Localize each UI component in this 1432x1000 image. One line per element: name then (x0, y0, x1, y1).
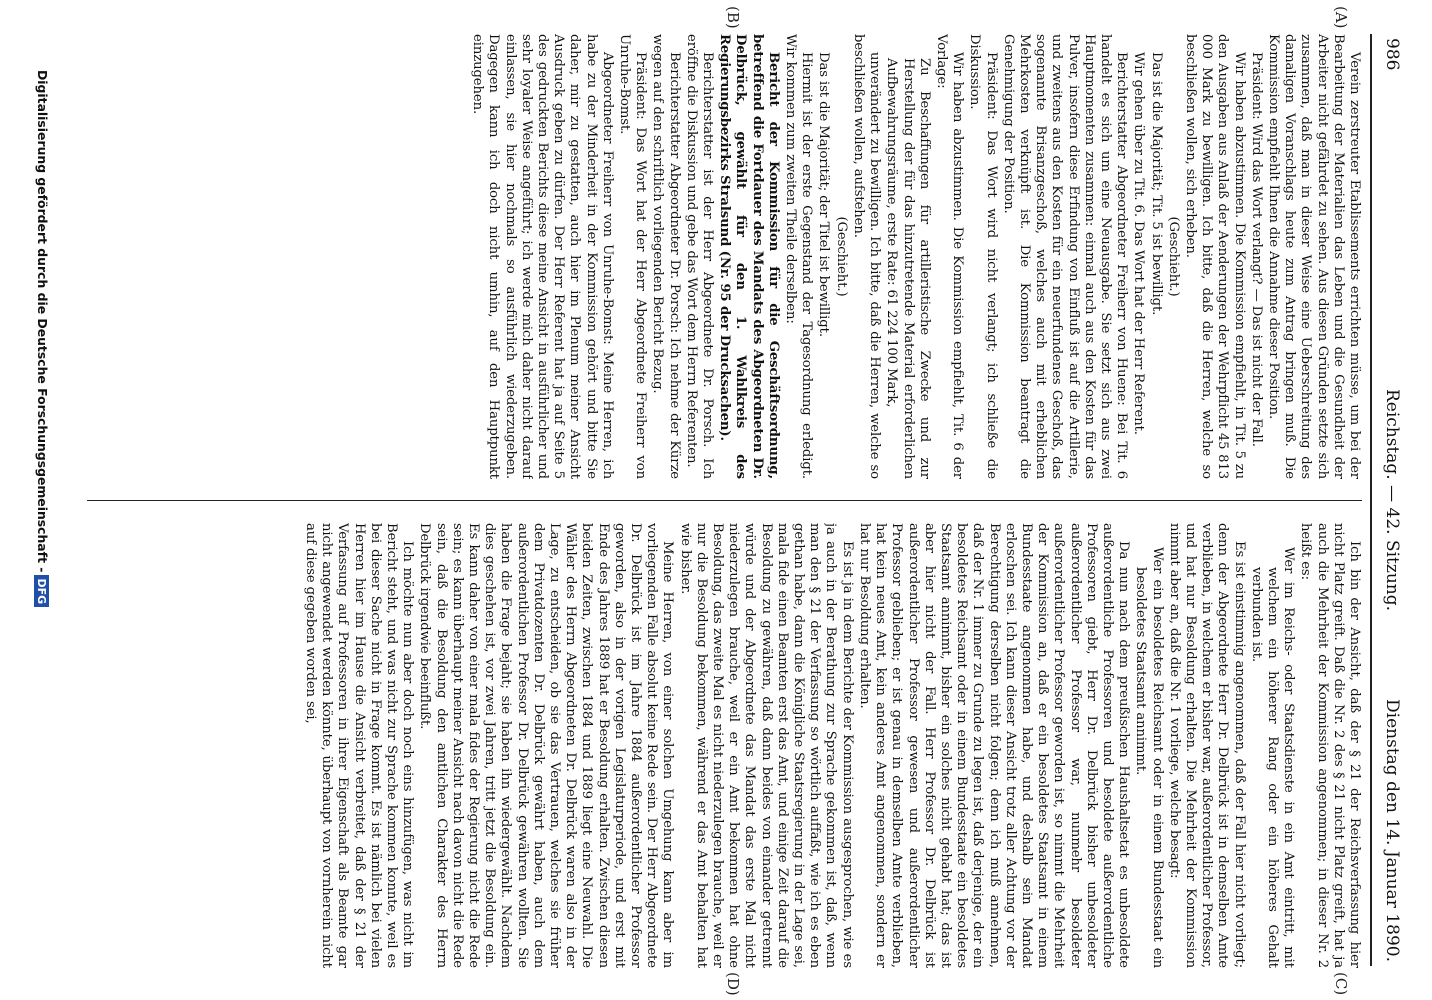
margin-marker-c: (C) (1332, 972, 1350, 996)
paragraph: Wir haben abzustimmen. Die Kommission empfiehlt, Tit. 6 der Vorlage: (933, 34, 966, 479)
session-title: Reichstag. — 42. Sitzung. (1382, 388, 1402, 612)
paragraph: Präsident: Das Wort hat der Herr Abgeordnete Freiherr von Unruhe-Bomst. (617, 34, 649, 479)
paragraph: Das ist die Majorität; Tit. 5 ist bewilligt. (1148, 52, 1164, 316)
agenda-item-title: Bericht der Kommission für die Geschäftsordnung, betreffend die Fortdauer des Mandats des Abgeordneten Dr. Delbrück, gewählt für den 1. Wahlkreis des Regierungsbezirks Stralsund (Nr. 95 der Drucksachen). (717, 34, 781, 479)
stage-direction: (Geschieht.) (1165, 216, 1181, 297)
right-column (82, 523, 1362, 968)
digitization-credit (14, 70, 50, 990)
paragraph: Das ist die Majorität; der Titel ist bewilligt. (816, 52, 832, 337)
paragraph: Verein zerstreuter Etablissements errichten müsse, um bei der Bearbeitung der Materialien das Leben und die Gesundheit der Arbeiter nicht gefährdet zu sehen. Aus diesen Gründen setzte sich zusammen, daß man in dieser Weise eine Ueberschreitung des damaligen Voranschlags heute zum Antrag bringen muß. Die Kommission empfiehlt Ihnen die Annahme dieser Position. (1265, 34, 1362, 479)
paragraph: Berichterstatter ist der Herr Abgeordnete Dr. Porsch. Ich eröffne die Diskussion und gebe das Wort dem Herrn Referenten. (683, 34, 716, 479)
paragraph: Wir gehen über zu Tit. 6. Das Wort hat der Herr Referent. (1131, 52, 1147, 435)
paragraph: Präsident: Das Wort wird nicht verlangt; ich schließe die Diskussion. (967, 34, 999, 479)
paragraph: Berichterstatter Abgeordneter Dr. Porsch: Ich nehme der Kürze wegen auf den schriftlich vorliegenden Bericht Bezug. (650, 34, 682, 479)
quoted-item: Wer ein besoldetes Reichsamt oder in einem Bundesstaat ein besoldetes Staatsamt annimmt. (1133, 547, 1165, 968)
session-date: Dienstag den 14. Januar 1890. (1382, 699, 1402, 962)
paragraph: Berichterstatter Abgeordneter Freiherr von Huene: Bei Tit. 6 handelt es sich um eine Neuausgabe. Sie setzt sich aus zwei Hauptmomenten zusammen: einmal auch aus den Kosten für das Pulver, insofern diese Erfindung von Einfluß ist auf die Artillerie, und zweitens aus den Kosten für ein neuerfundenes Geschoß, das sogenannte Brisanzgeschoß, welches auch mit erheblichen Mehrkosten verknüpft ist. Die Kommission beantragt die Genehmigung der Position. (1000, 34, 1130, 479)
credit-text: Digitalisierung gefördert durch die Deutsche Forschungsgemeinschaft - (35, 70, 50, 573)
left-column (82, 34, 1362, 479)
page-header (1370, 34, 1424, 966)
stage-direction: (Geschieht.) (833, 216, 849, 297)
paragraph: Es ist einstimmig angenommen, daß der Fall hier nicht vorliegt; denn der Abgeordnete Herr Dr. Delbrück ist in demselben Amte verblieben, in welchem er bisher war, außerordentlicher Professor, und hat nur Besoldung erhalten. Die Mehrheit der Kommission nimmt aber an, daß die Nr. 1 vorliege, welche besagt: (1166, 523, 1247, 968)
paragraph: Hiermit ist der erste Gegenstand der Tagesordnung erledigt. Wir kommen zum zweiten Theile derselben: (783, 34, 815, 479)
paragraph: Da nun nach dem preußischen Haushaltsetat es unbesoldete außerordentliche Professoren und besoldete außerordentliche Professoren giebt, Herr Dr. Delbrück bisher unbesoldeter außerordentlicher Professor war, nunmehr besoldeter außerordentlicher Professor geworden ist, so nimmt die Mehrheit der Kommission an, daß er ein besoldetes Staatsamt in einem Bundesstaate angenommen habe, und deshalb sein Mandat erloschen sei. Ich kann dieser Ansicht trotz aller Achtung vor der Berechtigung derselben nicht folgen; denn ich muß annehmen, daß der Nr. 1 immer zu Grunde zu legen ist, daß derjenige, der ein besoldetes Reichsamt oder in einem Bundesstaate ein besoldetes Staatsamt annimmt, bisher ein solches nicht gehabt hat; das ist aber hier nicht der Fall. Herr Professor Dr. Delbrück ist außerordentlicher Professor gewesen und außerordentlicher Professor geblieben; er ist genau in demselben Amte verblieben, hat kein neues Amt, kein anderes Amt angenommen, sondern er hat nur Besoldung erhalten. (856, 523, 1132, 968)
page-number: 986 (1382, 38, 1402, 71)
margin-marker-b: (B) (724, 6, 742, 29)
paragraph: Ich möchte nun aber doch noch eins hinzufügen, was nicht im Bericht steht, und was nicht zur Sprache kommen konnte, weil es bei dieser Sache nicht in Frage kommt. Es ist nämlich bei vielen Herren hier im Hause die Ansicht verbreitet, daß der § 21 der Verfassung auf Professoren in ihrer Eigenschaft als Beamte gar nicht angewendet werden könnte, überhaupt von vornherein nicht auf diese gegeben worden sei, (303, 523, 416, 968)
paragraph: Es ist ja in dem Berichte der Kommission ausgesprochen, wie es ja auch in der Berathung zur Sprache gekommen ist, daß, wenn man den § 21 der Verfassung so wörtlich auffaßt, wie ich es eben gethan habe, dann die Königliche Staatsregierung in der Lage sei, mala fide einen Beamten erst das Amt, und einige Zeit darauf die Besoldung zu gewähren, daß dann beides von einander getrennt würde und der Abgeordnete das Mandat das erste Mal nicht niederzulegen brauche, weil er ein Amt bekommen hat ohne Besoldung, das zweite Mal es nicht niederzulegen brauche, weil er nur die Besoldung bekommen, während er das Amt behalten hat wie bisher. (677, 523, 855, 968)
margin-marker-a: (A) (1332, 6, 1350, 29)
quoted-item: Wer im Reichs- oder Staatsdienste in ein Amt eintritt, mit welchem ein höherer Rang oder ein höheres Gehalt verbunden ist. (1248, 547, 1297, 968)
column-divider (87, 500, 1362, 501)
paragraph: Ich bin der Ansicht, daß der § 21 der Reichsverfassung hier nicht Platz greift. Daß die Nr. 2 des § 21 nicht Platz greift, hat ja auch die Mehrheit der Kommission angenommen; in dieser Nr. 2 heißt es: (1298, 523, 1362, 968)
paragraph: unverändert zu bewilligen. Ich bitte, daß die Herren, welche so beschließen wollen, aufstehen. (850, 34, 883, 479)
paragraph: Wir haben abzustimmen. Die Kommission empfiehlt, in Tit. 5 zu den Ausgaben aus Anlaß der Aenderungen der Wehrpflicht 45 813 000 Mark zu bewilligen. Ich bitte, daß die Herren, welche so beschließen wollen, sich erheben. (1182, 34, 1247, 479)
quoted-item: Zu Beschaffungen für artilleristische Zwecke und zur Herstellung der für das hinzutretende Material erforderlichen Aufbewahrungsräume, erste Rate: 61 224 100 Mark, (884, 58, 932, 479)
paragraph: Meine Herren, von einer solchen Umgehung kann aber im vorliegenden Falle absolut keine Rede sein. Der Herr Abgeordnete Dr. Delbrück ist im Jahre 1884 außerordentlicher Professor geworden, also in der vorigen Legislaturperiode, und erst mit Ende des Jahres 1889 hat er Besoldung erhalten. Zwischen diesen beiden Zeiten, zwischen 1884 und 1889 liegt eine Neuwahl. Die Wähler des Herrn Abgeordneten Dr. Delbrück waren also in der Lage, zu entscheiden, ob sie das Vertrauen, welches sie früher dem Privatdozenten Dr. Delbrück gewährt haben, auch dem außerordentlichen Professor Dr. Delbrück gewähren wollten. Sie haben die Frage bejaht; sie haben ihn wiedergewählt. Nachdem dies geschehen ist, vor zwei Jahren, tritt jetzt die Besoldung ein. Es kann daher von einer mala fides der Regierung nicht die Rede sein; es kann überhaupt meiner Ansicht nach davon nicht die Rede sein, daß die Besoldung den amtlichen Charakter des Herrn Delbrück irgendwie beeinflußt. (417, 523, 676, 968)
margin-marker-d: (D) (724, 972, 742, 996)
paragraph: Präsident: Wird das Wort verlangt? — Das ist nicht der Fall. (1248, 52, 1264, 447)
paragraph: Abgeordneter Freiherr von Unruhe-Bomst: Meine Herren, ich habe zu der Minderheit in der Kommission gehört und bitte Sie daher, mir zu gestatten, auch hier im Plenum meiner Ansicht Ausdruck geben zu dürfen. Der Herr Referent hat ja auf Seite 5 des gedruckten Berichts diese meine Ansicht in ausführlicher und sehr loyaler Weise angeführt; ich werde mich daher nicht darauf einlassen, sie hier nochmals so ausführlich wiederzugeben. Dagegen kann ich doch nicht umhin, auf den Hauptpunkt einzugehen. (470, 34, 615, 479)
dfg-logo: DFG (34, 575, 49, 607)
